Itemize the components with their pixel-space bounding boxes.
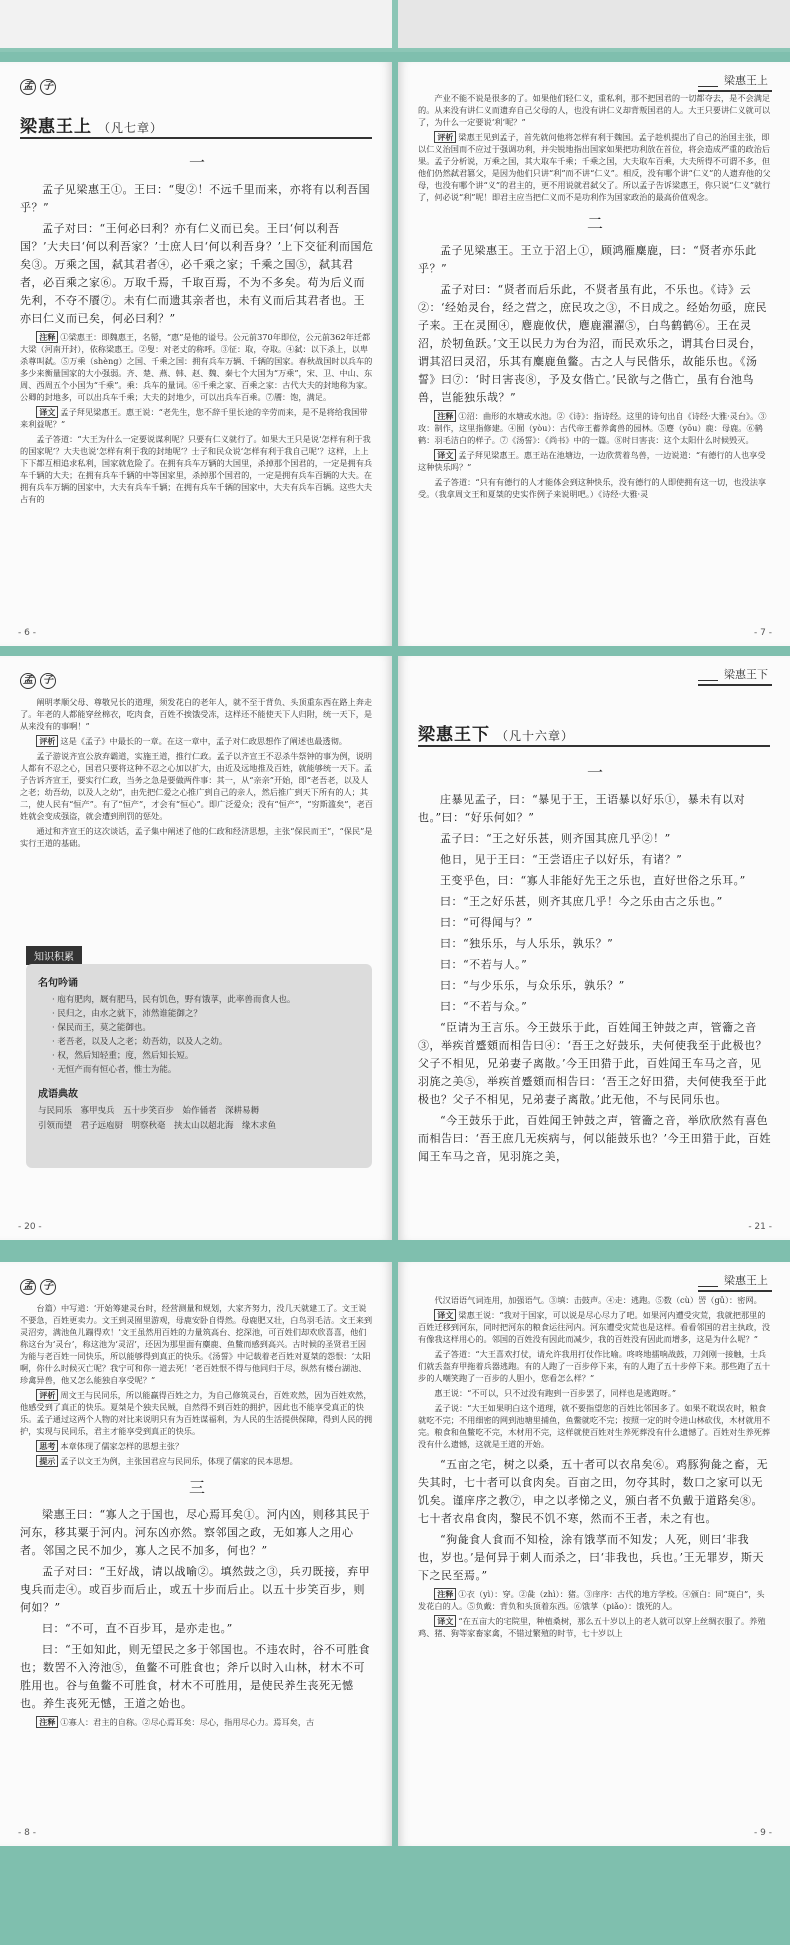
original-text: 庄暴见孟子，曰：“暴见于王，王语暴以好乐①，暴未有以对也。”曰：“好乐何如？” [418,793,746,824]
note-paragraph: 注释 ①衣（yì）：穿。②彘（zhì）：猪。③庠序：古代的地方学校。④颁白：同“斑白”，头发花白的人。⑤负戴：背负和头顶着东西。⑥饿莩（piǎo）：饿死的人。 [418,1589,765,1611]
original-text: 孟子曰：“王之好乐甚，则齐国其庶几乎②！” [440,832,671,845]
section-number: 三 [188,1478,205,1497]
analysis-paragraph: 评析 这是《孟子》中最长的一章。在这一章中，孟子对仁政思想作了阐述也最透彻。 [20,735,374,747]
famous-line: · 老吾老，以及人之老；幼吾幼，以及人之幼。 [52,1037,228,1047]
think-paragraph: 思考 本章体现了儒家怎样的思想主张？ [20,1440,374,1452]
original-text: 孟子对曰：“贤者而后乐此，不贤者虽有此，不乐也。《诗》云②：‘经始灵台，经之营之，庶民攻之③，不日成之。经始勿亟，庶民子来。王在灵囿④，麀鹿攸伏，麀鹿濯濯⑤，白鸟鹤鹤⑥。王在灵沼，於牣鱼跃。’文王以民力为台为沼，而民欢乐之，谓其台曰灵台，谓其沼曰灵沼，乐其有麋鹿鱼鳖。古之人与民偕乐，故能乐也。《汤誓》曰⑦：‘时日害丧⑧，予及女偕亡。’民欲与之偕亡，虽有台池鸟兽，岂能独乐哉？” [418,283,767,404]
translation-paragraph: 译文 梁惠王说：“我对于国家，可以说是尽心尽力了吧。如果河内遭受灾荒，我就把那里的百姓迁移到河东，同时把河东的粮食运往河内。河东遭受灾荒也是这样。看看邻国的君主执政，没有像我这样用心的。邻国的百姓没有因此而减少，我的百姓没有因此而增多，这是为什么呢？” [418,1310,771,1344]
chapter-title: 梁惠王下 [418,725,490,745]
chapter-count: （凡十六章） [496,729,575,743]
page-number: - 20 - [18,1222,42,1232]
page-number: - 9 - [754,1828,772,1838]
famous-line: · 权，然后知轻重；度，然后知长短。 [52,1051,194,1061]
series-logo: 孟 子 [20,1278,60,1295]
analysis-paragraph: 孟子游说齐宣公放弃霸道，实施王道，推行仁政。孟子以齐宣王不忍杀牛祭钟的事为例，说明人都有不忍之心，国君只要将这种不忍之心加以扩大，由近及远地推及百姓，就能够统一天下。孟子告诉齐宣王，要实行仁政，当务之急是要做两件事：其一，从“亲亲”开始，即“老吾老，以及人之老；幼吾幼，以及人之幼”，由先把仁爱之心推广到自己的亲人，然后推广到天下所有的人；其二，使人民有“恒产”。有了“恒产”，才会有“恒心”。即广泛爱众；没有“恒产”，“穷斯滥矣”，老百姓就会变成强盗，就会遭到刑罚的惩处。 [20,751,373,821]
page-body [418,752,772,1169]
page-body [418,92,772,503]
famous-lines-title: 名句吟诵 [38,978,78,989]
page-number: - 7 - [754,628,772,638]
translation-paragraph: 产业不能不说是很多的了。如果他们轻仁义，重私利，那不把国君的一切都夺去，是不会满足的。从来没有讲仁义而遗弃自己父母的人，也没有讲仁义却背叛国君的人。大王只要讲仁义就可以了，为什么一定要说‘利’呢？” [418,93,771,127]
page-body [20,696,374,852]
note-paragraph: 注释 ①梁惠王：即魏惠王，名罃，“惠”是他的谥号。公元前370年即位，公元前362年迁都大梁（河南开封），依称梁惠王。②叟：对老丈的称呼。③征：取，夺取。④弑：以下杀上，以卑杀尊叫弑。⑤万乘（shèng）之国、千乘之国：拥有兵车万辆、千辆的国家。春秋战国时以兵车的多少来衡量国家的大小强弱。齐、楚、燕、韩、赵、魏、秦七个大国为“万乘”，宋、卫、中山、东周、西周五个小国为“千乘”。乘：兵车的量词。⑥千乘之家、百乘之家：古代大夫的封地称为家。公卿的封地多，可以出兵车千乘；大夫的封地少，可以出兵车百乘。⑦餍：饱，满足。 [20,332,373,402]
note-paragraph: 注释 ①沼：曲形的水塘或水池。②《诗》：指诗经。这里的诗句出自《诗经·大雅·灵台》。③攻：制作，这里指修建。④囿（yòu）：古代帝王蓄养禽兽的园林。⑤麀（yōu）鹿：母鹿。⑥鹤鹤：羽毛洁白的样子。⑦《汤誓》：《尚书》中的一篇。⑧时日害丧：这个太阳什么时候毁灭。 [418,411,767,445]
cropped-page-right [398,0,790,48]
running-head: 梁惠王上 [698,1272,772,1292]
original-text: 孟子见梁惠王。王立于沼上①，顾鸿雁麋鹿，曰：“贤者亦乐此乎？” [418,244,757,275]
famous-line: · 民归之，由水之就下，沛然谁能御之？ [52,1009,202,1019]
original-text: 王变乎色，曰：“寡人非能好先王之乐也，直好世俗之乐耳。” [440,874,746,887]
original-text: 孟子对曰：“王何必曰利？亦有仁义而已矣。王曰‘何以利吾国？’大夫曰‘何以利吾家？’士庶人曰‘何以利吾身？’上下交征利而国危矣③。万乘之国，弑其君者④，必千乘之家；千乘之国⑤，弑其君者，必百乘之家⑥。万取千焉，千取百焉，不为不多矣。苟为后义而先利，不夺不餍⑦。未有仁而遗其亲者也，未有义而后其君者也。王亦曰仁义而已矣，何必曰利？” [20,222,374,325]
translation-paragraph: 孟子说：“大王如果明白这个道理，就不要指望您的百姓比邻国多了。如果不耽误农时，粮食就吃不完；不用细密的网到池塘里捕鱼，鱼鳖就吃不完；按照一定的时令进山林砍伐，木材就用不完。粮食和鱼鳖吃不完，木材用不完，这样就使百姓对生养死葬没有什么遗憾了。百姓对生养死葬没有什么遗憾，这就是王道的开始。 [418,1403,771,1449]
cropped-page-left [0,0,392,48]
note-paragraph: 注释 ①寡人：君主的自称。②尽心焉耳矣：尽心，指用尽心力。焉耳矣，古 [20,1716,374,1728]
original-text: 曰：“不若与人。” [440,958,528,971]
translation-paragraph: 台篇）中写道：‘开始筹建灵台时，经营测量和规划，大家齐努力，没几天就建工了。文王说不要急，百姓更卖力。文王到灵囿里游观，母鹿安卧自得然。母鹿肥又壮，白鸟羽毛洁。文王来到灵沼旁，满池鱼儿蹦得欢！’文王虽然用百姓的力量筑高台、挖深池，可百姓们却欢欣喜喜，他们称这台为‘灵台’，称这池为‘灵沼’，还因为那里面有麋鹿、鱼鳖而感到高兴。古时候的圣贤君王因为能与老百姓一同快乐，所以能够得到真正的快乐。《汤誓》中记载着老百姓对夏桀的怨恨：‘太阳啊，你什么时候灭亡呢？我宁可和你一道去死！’老百姓恨不得与他同归于尽，纵然有楼台湖池、珍禽异兽，他又怎么能独自享受呢？” [20,1303,373,1385]
idioms-title: 成语典故 [38,1089,78,1100]
running-head: 梁惠王上 [698,72,772,92]
original-text: 曰：“不若与众。” [440,1000,528,1013]
page-body [20,1302,374,1731]
spread-1 [0,62,790,646]
translation-paragraph: 孟子答道：“只有有德行的人才能体会到这种快乐，没有德行的人即使拥有这一切，也没法享受。（我拿周文王和夏桀的史实作例子来说明吧。）《诗经·大雅·灵 [418,477,767,499]
series-logo: 孟 子 [20,672,60,689]
translation-paragraph: 译文 孟子拜见梁惠王。惠王说：“老先生，您不辞千里长途的辛劳而来，是不是将给我国带来利益呢？” [20,407,368,429]
original-text: 孟子见梁惠王①。王曰：“叟②！不远千里而来，亦将有以利吾国乎？” [20,183,371,214]
section-number: 一 [188,153,205,172]
translation-paragraph: 阐明孝顺父母、尊敬兄长的道理，须发花白的老年人，就不至于背负、头顶重东西在路上奔走了。年老的人都能穿丝棉衣，吃肉食，百姓不挨饿受冻，这样还不能使天下人归附，统一天下，是从来没有的事啊！” [20,697,373,731]
page-21 [398,656,790,1240]
page-number: - 6 - [18,628,36,638]
analysis-paragraph: 评析 周文王与民同乐，所以能赢得百姓之力，为自己修筑灵台，百姓欢然，因为百姓欢然，他感受到了真正的快乐。夏桀是个独夫民贼，自然得不到百姓的拥护，因此也不能享受真正的快乐。孟子通过这两个人物的对比来说明只有为百姓谋福利，为人民的生活提供保障，得到人民的拥护，实现与民同乐，君主才能享受到真正的快乐。 [20,1390,373,1436]
running-head: 梁惠王下 [698,666,772,686]
hint-paragraph: 提示 孟子以文王为例，主张国君应与民同乐，体现了儒家的民本思想。 [20,1455,374,1467]
translation-paragraph: 孟子答道：“大王为什么一定要说谋利呢？只要有仁义就行了。如果大王只是说‘怎样有利于我的国家呢’？大夫也说‘怎样有利于我的封地呢’？士子和民众说‘怎样有利于我自己呢’？这样，上上下下都互相追求私利，国家就危险了。在拥有兵车万辆的大国里，杀掉那个国君的，一定是拥有兵车千辆的大夫；在拥有兵车千辆的中等国家里，杀掉那个国君的，一定是拥有兵车百辆的大夫。在拥有兵车万辆的国家中，大夫有兵车千辆；在拥有兵车千辆的国家中，大夫有兵车百辆。这些大夫占有的 [20,434,373,504]
chapter-header [418,720,770,751]
original-text: 曰：“王之好乐甚，则齐其庶几乎！今之乐由古之乐也。” [440,895,723,908]
spread-3 [0,1262,790,1846]
page-number: - 8 - [18,1828,36,1838]
knowledge-box [26,964,372,1168]
page-body [418,1294,772,1642]
famous-line: · 保民而王，莫之能御也。 [52,1023,151,1033]
analysis-paragraph: 评析 梁惠王见到孟子，首先就问他将怎样有利于魏国。孟子趁机提出了自己的治国主张，即以仁义治国而不应过于强调功利，并尖锐地指出国家如果把功利放在首位，将会造成严重的政治后果。孟子分析说，万乘之国，其大取车千乘；千乘之国，大夫取车百乘，大夫所得不可谓不多，但他们仍然弑君篡父，是因为他们只讲“利”而不讲“仁义”。相反，没有哪个讲“仁义”的人遗弃他的父母，也没有哪个讲“义”的君主的，更不用说就君弑父了。所以孟子告诉梁惠王，你只说“仁义”就行了，何必说“利”呢！即君主应当把仁义而不是功利作为国家政治的最高价值观念。 [418,132,771,202]
spread-2 [0,656,790,1240]
translation-paragraph: 孟子答道：“大王喜欢打仗，请允许我用打仗作比喻。咚咚地擂响战鼓，刀剑刚一接触，士兵们就丢盔弃甲拖着兵器逃跑。有的人跑了一百步停下来，有的人跑了五十步停下来。那些跑了五十步的人嘲笑跑了一百步的人胆小，您看怎么样？” [418,1349,771,1383]
idiom-row: 与民同乐 寡甲曳兵 五十步笑百步 始作俑者 深耕易耨 [38,1106,260,1116]
translation-paragraph: 译文 “在五亩大的宅院里，种植桑树，那么五十岁以上的老人就可以穿上丝绸衣服了。养殖鸡、猪、狗等家畜家禽，不错过繁殖的时节，七十岁以上 [418,1616,766,1638]
famous-line: · 无恒产而有恒心者，惟士为能。 [52,1065,177,1075]
translation-paragraph: 惠王说：“不可以，只不过没有跑到一百步罢了，同样也是逃跑呀。” [434,1388,677,1398]
original-text: 曰：“不可，直不百步耳，是亦走也。” [42,1622,233,1635]
page-6 [0,62,392,646]
analysis-paragraph: 通过和齐宣王的这次谈话，孟子集中阐述了他的仁政和经济思想，主张“保民而王”，“保民”是实行王道的基础。 [20,826,373,848]
chapter-count: （凡七章） [98,121,164,135]
original-text: 孟子对曰：“王好战，请以战喻②。填然鼓之③，兵刃既接，弃甲曳兵而走④。或百步而后止，或五十步而后止。以五十步笑百步，则何如？” [20,1565,371,1614]
translation-paragraph: 译文 孟子拜见梁惠王。惠王站在池塘边，一边欣赏着鸟兽，一边说道：“有德行的人也享受这种快乐吗？” [418,450,766,472]
chapter-title: 梁惠王上 [20,117,92,137]
page-number: - 21 - [748,1222,772,1232]
knowledge-header: 知识积累 [26,946,82,965]
note-paragraph: 代汉语语气词连用，加强语气。③填：击鼓声。④走：逃跑。⑤数（cù）罟（gǔ）：密网。 [434,1295,762,1305]
original-text: “今王鼓乐于此，百姓闻王钟鼓之声，管籥之音，举欣欣然有喜色而相告曰：‘吾王庶几无疾病与，何以能鼓乐也？’今王田猎于此，百姓闻王车马之音，见羽旄之美， [418,1114,771,1163]
famous-line: · 庖有肥肉，厩有肥马，民有饥色，野有饿莩，此率兽而食人也。 [52,995,296,1005]
original-text: 曰：“独乐乐，与人乐乐，孰乐？” [440,937,614,950]
series-logo: 孟 子 [20,78,60,95]
top-cropped-spread [0,0,790,52]
original-text: “臣请为王言乐。今王鼓乐于此，百姓闻王钟鼓之声，管籥之音③，举疾首蹙頞而相告曰④：‘吾王之好鼓乐，夫何使我至于此极也？父子不相见，兄弟妻子离散。’今王田猎于此，百姓闻王车马之音，见羽旄之美⑤，举疾首蹙頞而相告曰：‘吾王之好田猎，夫何使我至于此极也？父子不相见，兄弟妻子离散。’此无他，不与民同乐也。 [418,1021,767,1106]
original-text: “五亩之宅，树之以桑，五十者可以衣帛矣⑥。鸡豚狗彘之畜，无失其时，七十者可以食肉矣。百亩之田，勿夺其时，数口之家可以无饥矣。谨庠序之教⑦，申之以孝悌之义，颁白者不负戴于道路矣⑧。七十者衣帛食肉，黎民不饥不寒，然而不王者，未之有也。 [418,1458,769,1525]
page-9 [398,1262,790,1846]
section-number: 一 [586,763,603,782]
original-text: 曰：“王如知此，则无望民之多于邻国也。不违农时，谷不可胜食也；数罟不入洿池⑤，鱼鳖不可胜食也；斧斤以时入山林，材木不可胜用也。谷与鱼鳖不可胜食，材木不可胜用，是使民养生丧死无憾也。养生丧死无憾，王道之始也。 [20,1643,371,1710]
idiom-row: 引领而望 君子远庖厨 明察秋毫 挟太山以超北海 缘木求鱼 [38,1121,277,1131]
original-text: 他日，见于王曰：“王尝语庄子以好乐，有诸？” [440,853,683,866]
page-7 [398,62,790,646]
page-20 [0,656,392,1240]
original-text: 曰：“可得闻与？” [440,916,533,929]
page-body [20,142,374,508]
original-text: 曰：“与少乐乐，与众乐乐，孰乐？” [440,979,625,992]
section-number: 二 [586,214,603,233]
chapter-header [20,112,372,143]
original-text: 梁惠王曰：“寡人之于国也，尽心焉耳矣①。河内凶，则移其民于河东，移其粟于河内。河东凶亦然。察邻国之政，无如寡人之用心者。邻国之民不加少，寡人之民不加多，何也？” [20,1508,371,1557]
original-text: “狗彘食人食而不知检，涂有饿莩而不知发；人死，则曰‘非我也，岁也。’是何异于刺人而杀之，曰‘非我也，兵也。’王无罪岁，斯天下之民至焉。” [418,1533,764,1582]
page-8 [0,1262,392,1846]
